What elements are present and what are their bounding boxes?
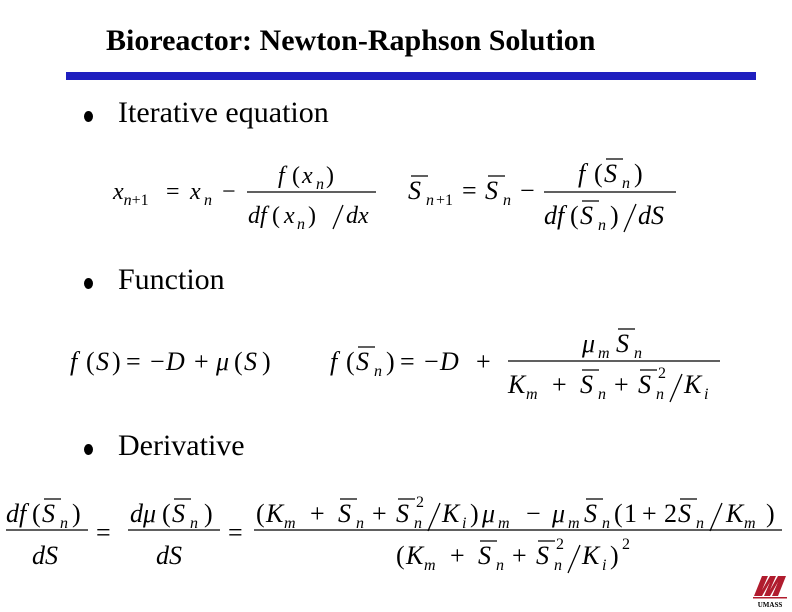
svg-text:S: S	[478, 541, 491, 570]
svg-text:S: S	[96, 347, 109, 376]
svg-text:m: m	[498, 515, 510, 532]
svg-text:n: n	[374, 363, 382, 380]
svg-text:df: df	[248, 203, 267, 229]
svg-text:dμ: dμ	[130, 499, 157, 528]
svg-text:m: m	[568, 515, 580, 532]
svg-text:): )	[766, 499, 775, 528]
svg-text:n: n	[426, 192, 434, 209]
svg-text:S: S	[172, 499, 185, 528]
svg-text:2: 2	[622, 536, 630, 553]
svg-text:−: −	[222, 179, 236, 205]
svg-text:D: D	[166, 347, 185, 376]
svg-text:K: K	[406, 541, 424, 570]
svg-text:S: S	[678, 499, 691, 528]
svg-text:n: n	[414, 515, 422, 532]
svg-text:): )	[326, 163, 334, 189]
svg-text:=: =	[228, 518, 243, 547]
svg-text:(: (	[272, 203, 280, 229]
svg-text:+: +	[310, 499, 325, 528]
svg-text:i: i	[704, 386, 709, 403]
svg-text:n: n	[190, 515, 198, 532]
svg-text:n: n	[602, 515, 610, 532]
svg-text:S: S	[638, 370, 651, 399]
equation-function-generic	[70, 347, 271, 376]
svg-text:n: n	[622, 175, 630, 192]
svg-text:n: n	[316, 176, 324, 193]
svg-text:n: n	[356, 515, 364, 532]
svg-text:): )	[308, 203, 316, 229]
svg-text:μ: μ	[552, 499, 566, 528]
svg-text:dS: dS	[32, 541, 58, 570]
svg-text:+: +	[512, 541, 527, 570]
svg-text:S: S	[356, 347, 369, 376]
svg-text:=: =	[126, 347, 141, 376]
svg-text:2: 2	[664, 499, 677, 528]
svg-text:): )	[386, 347, 395, 376]
svg-text:(: (	[86, 347, 95, 376]
svg-text:dS: dS	[156, 541, 182, 570]
svg-text:S: S	[536, 541, 549, 570]
svg-text:K: K	[726, 499, 744, 528]
svg-text:S: S	[604, 159, 617, 188]
equation-function-substituted	[330, 329, 720, 403]
svg-text:K: K	[582, 541, 600, 570]
bullet-iterative-equation: Iterative equation	[118, 96, 329, 129]
svg-text:m: m	[744, 515, 756, 532]
svg-text:x: x	[190, 179, 201, 205]
svg-text:+: +	[372, 499, 387, 528]
svg-text:S: S	[616, 329, 629, 358]
svg-text:): )	[112, 347, 121, 376]
svg-text:): )	[262, 347, 271, 376]
svg-text:D: D	[440, 347, 459, 376]
equation-derivative	[6, 494, 782, 574]
svg-text:n: n	[696, 515, 704, 532]
svg-text:−: −	[150, 347, 165, 376]
svg-text:n: n	[503, 192, 511, 209]
svg-text:f: f	[578, 159, 586, 188]
svg-text:+: +	[476, 347, 491, 376]
svg-text:n: n	[598, 217, 606, 234]
svg-text:n: n	[297, 216, 305, 233]
svg-text:n: n	[60, 515, 68, 532]
svg-text:+: +	[614, 370, 629, 399]
svg-text:(: (	[396, 541, 405, 570]
svg-text:S: S	[584, 499, 597, 528]
svg-text:m: m	[424, 557, 436, 574]
svg-text:2: 2	[416, 494, 424, 511]
svg-text:f: f	[70, 347, 78, 376]
svg-text:(: (	[162, 499, 171, 528]
umass-logo-icon	[752, 570, 788, 608]
svg-text:K: K	[684, 370, 702, 399]
equation-newton-x	[112, 163, 376, 233]
svg-text:x: x	[302, 163, 313, 189]
svg-text:(: (	[292, 163, 300, 189]
umass-logo-text: UMASS	[757, 601, 783, 608]
svg-text:+: +	[642, 499, 657, 528]
svg-text:(: (	[614, 499, 623, 528]
bullet-function: Function	[118, 263, 225, 296]
svg-text:2: 2	[658, 365, 666, 382]
svg-text:1: 1	[624, 499, 637, 528]
equation-newton-s	[408, 159, 676, 234]
svg-text:2: 2	[556, 536, 564, 553]
svg-text:=: =	[400, 347, 415, 376]
svg-text:=: =	[96, 518, 111, 547]
svg-text:−: −	[424, 347, 439, 376]
svg-text:n: n	[554, 557, 562, 574]
svg-text:): )	[610, 541, 619, 570]
svg-text:dS: dS	[638, 201, 664, 230]
svg-text:i: i	[462, 515, 467, 532]
svg-text:+: +	[194, 347, 209, 376]
svg-text:n: n	[598, 386, 606, 403]
svg-text:f: f	[330, 347, 338, 376]
svg-text:μ: μ	[482, 499, 496, 528]
svg-text:=: =	[166, 179, 180, 205]
svg-text:(: (	[32, 499, 41, 528]
svg-text:xn+1: $x_n+1$	[113, 179, 149, 209]
svg-text:S: S	[408, 176, 421, 205]
svg-text:n: n	[204, 192, 212, 209]
svg-text:n: n	[634, 345, 642, 362]
svg-text:−: −	[520, 176, 535, 205]
svg-text:μ: μ	[582, 329, 596, 358]
svg-text:S: S	[580, 201, 593, 230]
svg-text:): )	[470, 499, 479, 528]
svg-text:−: −	[526, 499, 541, 528]
svg-text:K: K	[266, 499, 284, 528]
svg-text:+: +	[552, 370, 567, 399]
svg-text:(: (	[346, 347, 355, 376]
svg-text:m: m	[526, 386, 538, 403]
svg-text:f: f	[278, 163, 285, 189]
svg-text:): )	[610, 201, 619, 230]
svg-text:S: S	[244, 347, 257, 376]
svg-text:μ: μ	[216, 347, 230, 376]
svg-text:K: K	[442, 499, 460, 528]
svg-text:x: x	[284, 203, 295, 229]
svg-text:+1: +1	[436, 192, 454, 209]
svg-text:(: (	[256, 499, 265, 528]
svg-text:): )	[72, 499, 81, 528]
svg-text:i: i	[602, 557, 607, 574]
slide-title: Bioreactor: Newton-Raphson Solution	[106, 24, 596, 57]
svg-text:S: S	[485, 176, 498, 205]
svg-text:+: +	[450, 541, 465, 570]
svg-text:=: =	[462, 176, 477, 205]
bullet-derivative: Derivative	[118, 429, 245, 462]
svg-text:S: S	[580, 370, 593, 399]
svg-text:): )	[634, 159, 643, 188]
svg-text:m: m	[598, 345, 610, 362]
svg-text:S: S	[396, 499, 409, 528]
svg-text:(: (	[594, 159, 603, 188]
svg-text:df: df	[6, 499, 27, 528]
svg-text:S: S	[42, 499, 55, 528]
svg-text:n: n	[656, 386, 664, 403]
svg-text:S: S	[338, 499, 351, 528]
svg-text:dx: dx	[346, 203, 369, 229]
svg-text:df: df	[544, 201, 565, 230]
svg-text:(: (	[570, 201, 579, 230]
svg-text:m: m	[284, 515, 296, 532]
svg-text:(: (	[234, 347, 243, 376]
svg-text:): )	[204, 499, 213, 528]
svg-text:K: K	[508, 370, 526, 399]
svg-text:n: n	[496, 557, 504, 574]
